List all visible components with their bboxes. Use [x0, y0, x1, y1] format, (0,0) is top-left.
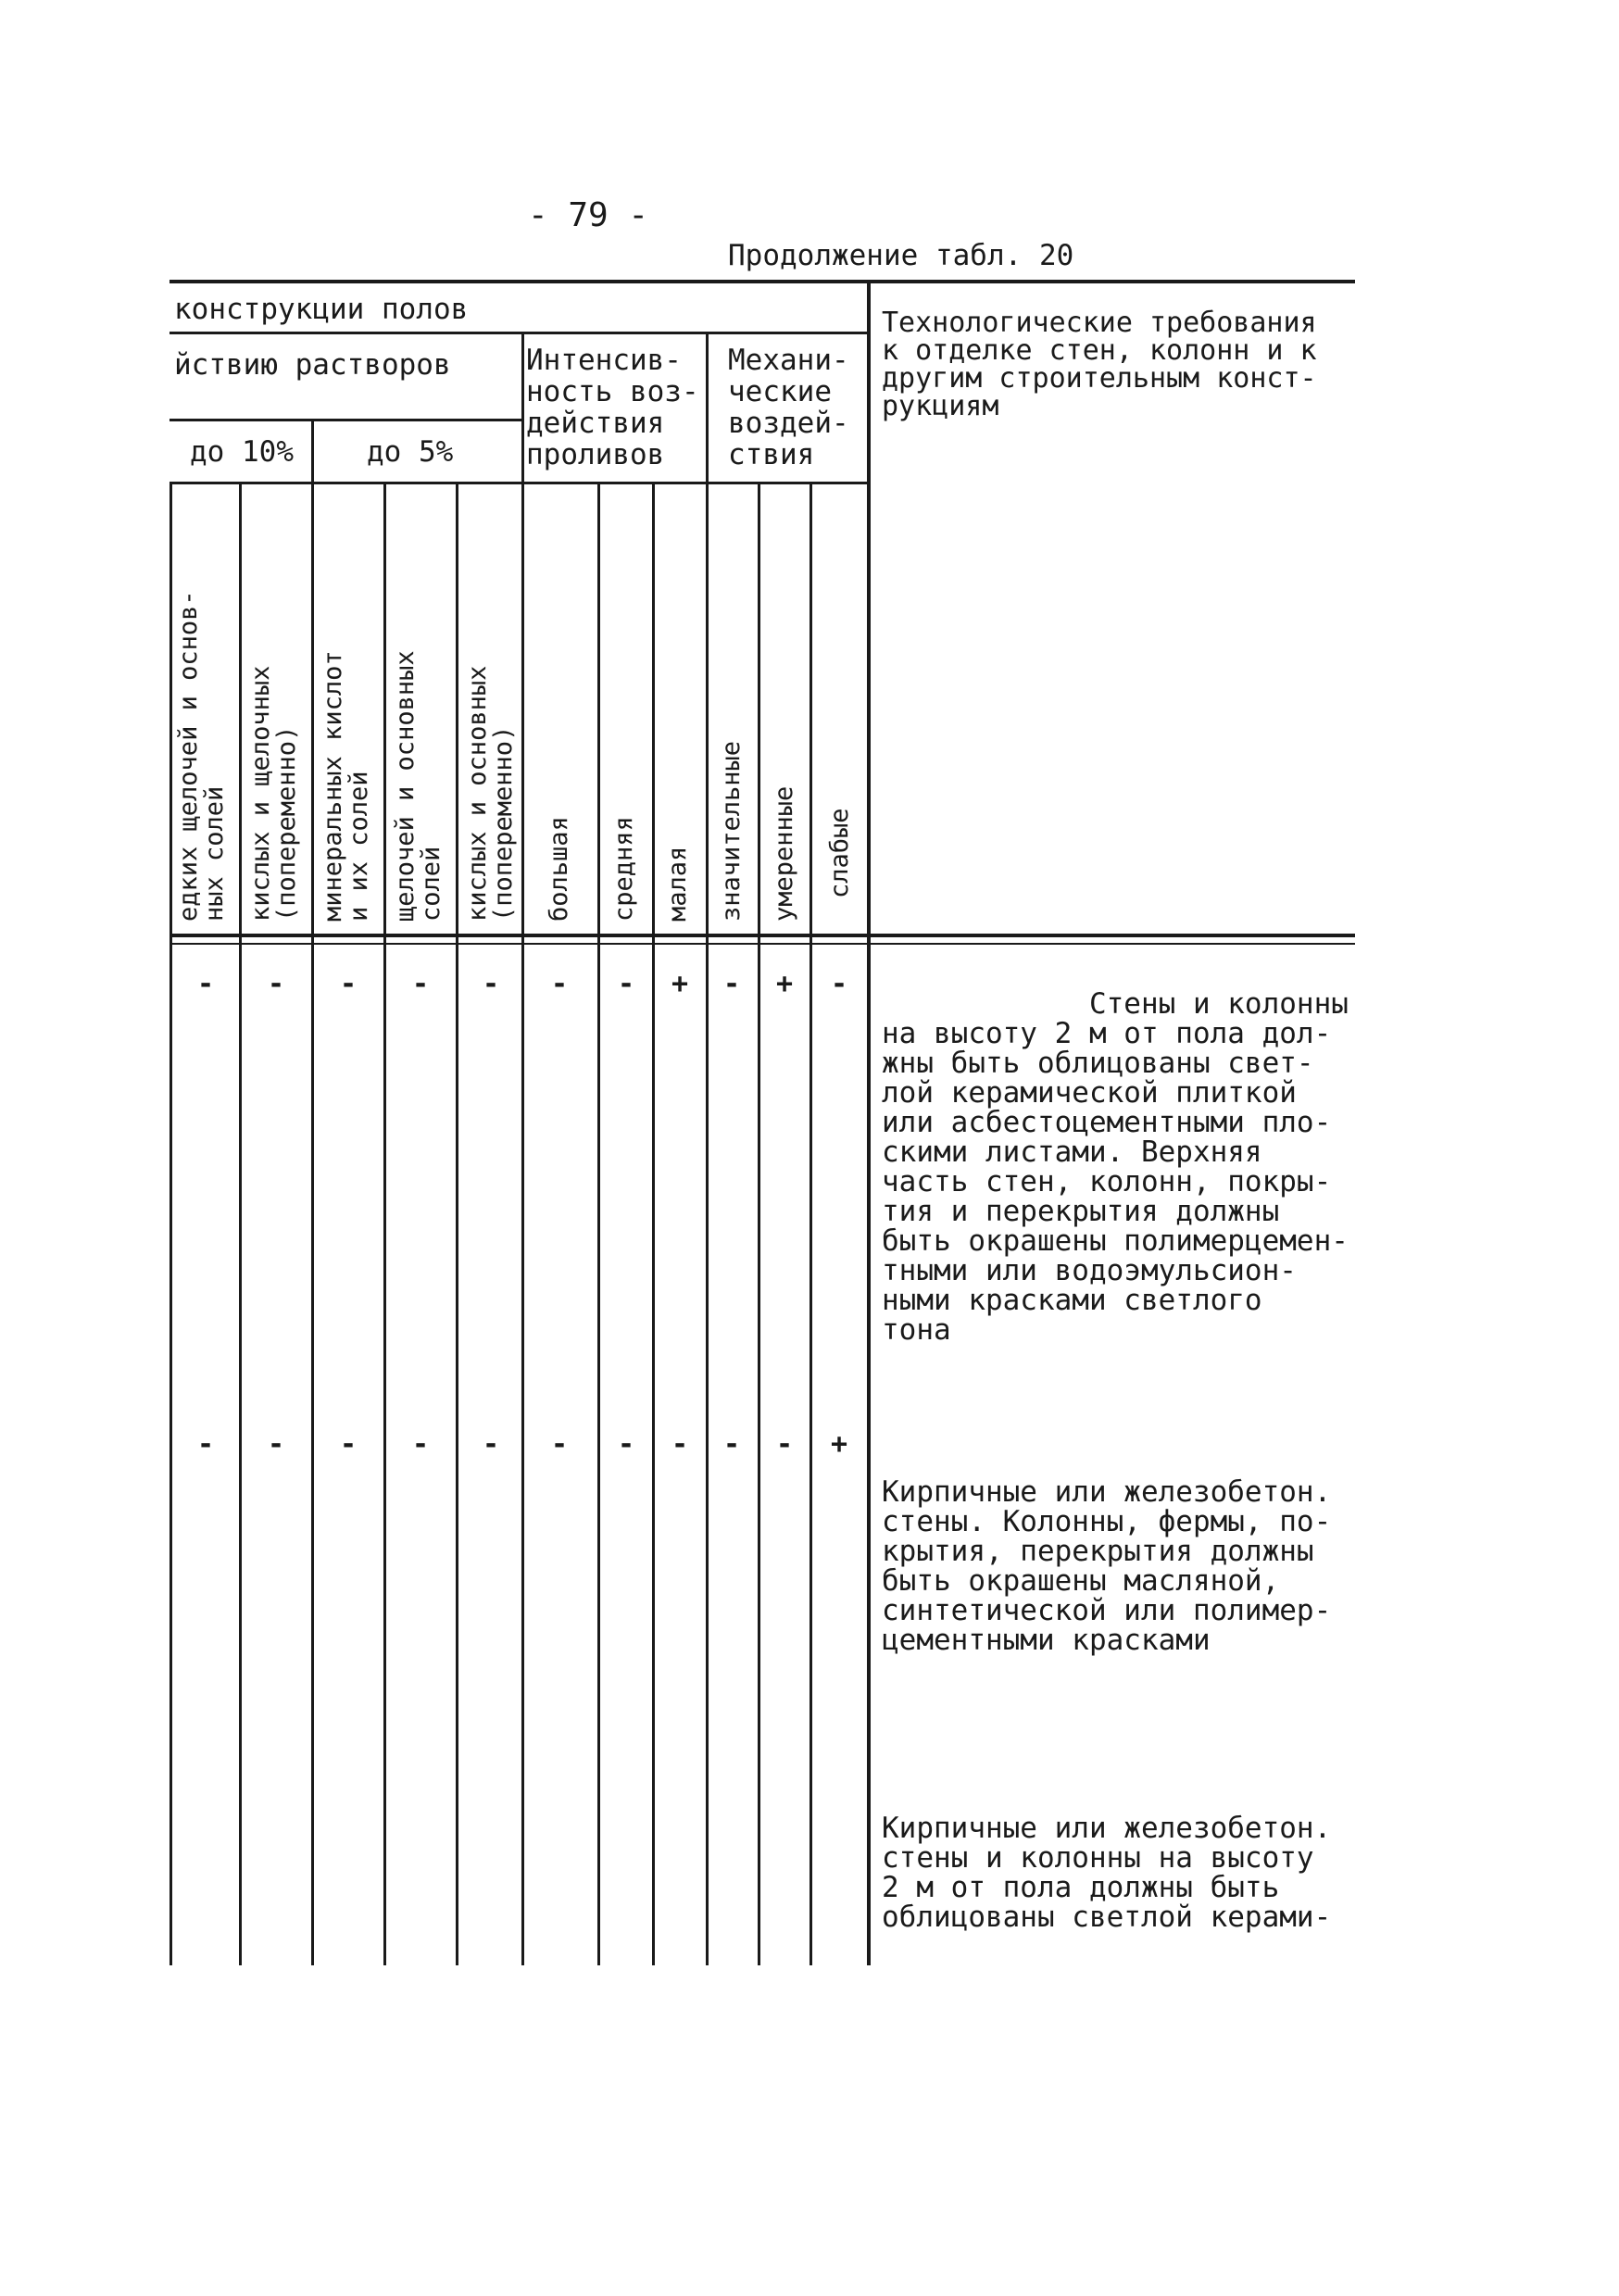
- rule-under-group-title: [169, 332, 869, 334]
- mark: -: [339, 968, 358, 1000]
- col-rule-2: [311, 419, 314, 1965]
- mark: +: [830, 1428, 848, 1461]
- col-header-medium: средняя: [609, 816, 638, 922]
- col-rule-0: [169, 483, 172, 1965]
- mark: -: [550, 1428, 569, 1461]
- col-rule-7: [652, 483, 655, 1965]
- mark: +: [671, 968, 689, 1000]
- note-row-2: Кирпичные или железобетон. стены. Колонны, фермы, по- крытия, перекрытия должны быть окрашены масляной, синтетической или полимер- цементными красками: [882, 1475, 1332, 1657]
- tech-line-2: к отделке стен, колонн и к: [882, 334, 1317, 367]
- mechanical-header: [728, 345, 849, 470]
- col-rule-8: [706, 332, 709, 1965]
- mech-line-4: ствия: [728, 438, 815, 471]
- col-header-small: малая: [663, 846, 692, 922]
- col-header-moderate: умеренные: [770, 785, 798, 922]
- rule-header-bottom: [169, 934, 1355, 937]
- spill-intensity-header: [526, 345, 699, 470]
- col-header-large: большая: [545, 816, 573, 922]
- col-header-mineral-acids: минеральных кислот и их солей: [319, 650, 373, 922]
- col-header-acid-basic-alt: кислых и основных (попеременно): [463, 665, 518, 922]
- mark: -: [671, 1428, 689, 1461]
- tech-line-1: Технологические требования: [882, 307, 1317, 339]
- group-title: конструкции полов: [174, 293, 469, 326]
- mech-line-1: Механи-: [728, 344, 849, 377]
- concentration-5: до 5%: [367, 435, 454, 469]
- note-row-3: Кирпичные или железобетон. стены и колонны на высоту 2 м от пола должны быть облицованы светлой керами-: [882, 1812, 1332, 1934]
- col-rule-4: [456, 483, 458, 1965]
- col-rule-11: [867, 280, 871, 1965]
- col-rule-5: [521, 332, 524, 1965]
- mech-line-3: воздей-: [728, 407, 849, 440]
- col-header-weak: слабые: [825, 808, 854, 898]
- col-header-alkalis-basic-salts: щелочей и основных солей: [391, 650, 446, 922]
- col-header-acid-alkaline-alt: кислых и щелочных (попеременно): [246, 665, 301, 922]
- spill-line-4: проливов: [526, 438, 665, 471]
- mark: -: [617, 968, 635, 1000]
- mark: -: [775, 1428, 794, 1461]
- col-header-caustic-alkalis: едких щелочей и основ- ных солей: [174, 590, 229, 922]
- mark: -: [411, 1428, 430, 1461]
- rule-top: [169, 280, 1355, 283]
- col-header-significant: значительные: [717, 740, 746, 922]
- mark: -: [196, 968, 215, 1000]
- mark: -: [339, 1428, 358, 1461]
- rule-under-concentrations: [169, 482, 869, 484]
- mark: -: [267, 1428, 285, 1461]
- mark: -: [830, 968, 848, 1000]
- spill-line-3: действия: [526, 407, 665, 440]
- mark: -: [196, 1428, 215, 1461]
- col-rule-1: [239, 483, 242, 1965]
- mark: -: [411, 968, 430, 1000]
- spill-line-1: Интенсив-: [526, 344, 682, 377]
- tech-requirements-header: [882, 309, 1317, 420]
- mark: -: [482, 1428, 500, 1461]
- concentration-10: до 10%: [190, 435, 294, 469]
- col-rule-3: [383, 483, 386, 1965]
- mark: -: [722, 1428, 741, 1461]
- rule-under-solutions: [169, 419, 521, 421]
- tech-line-4: рукциям: [882, 390, 999, 422]
- mark: -: [482, 968, 500, 1000]
- mark: -: [550, 968, 569, 1000]
- mark: -: [267, 968, 285, 1000]
- col-rule-6: [597, 483, 600, 1965]
- note-row-1: Стены и колонны на высоту 2 м от пола дол- жны быть облицованы свет- лой керамической плиткой или асбестоцементными пло- скими листами. Верхняя часть стен, колонн, покры- тия и перекрытия должны быть окрашены полимерцемен- тными или водоэмульсион- ными красками светлого тона: [882, 987, 1349, 1347]
- col-rule-10: [810, 483, 812, 1965]
- col-rule-9: [758, 483, 760, 1965]
- tech-line-3: другим строительным конст-: [882, 362, 1317, 395]
- mark: -: [617, 1428, 635, 1461]
- solutions-title: йствию растворов: [174, 348, 451, 382]
- spill-line-2: ность воз-: [526, 375, 699, 408]
- mech-line-2: ческие: [728, 375, 832, 408]
- page-number: - 79 -: [528, 196, 649, 234]
- mark: +: [775, 968, 794, 1000]
- mark: -: [722, 968, 741, 1000]
- continuation-label: Продолжение табл. 20: [728, 239, 1074, 272]
- rule-header-bottom-2: [169, 943, 1355, 945]
